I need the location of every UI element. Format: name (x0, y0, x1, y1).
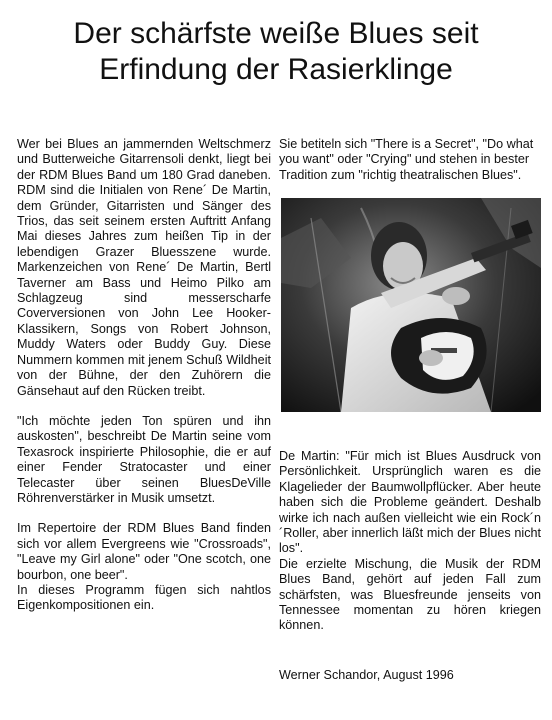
paragraph-song-titles: Sie betiteln sich "There is a Secret", "Do what you want" oder "Crying" und stehen in bester Tradition zum "richtig theatralischen Blues". (279, 137, 534, 182)
headline (0, 16, 552, 88)
right-column-intro (279, 137, 541, 183)
author-signature: Werner Schandor, August 1996 (279, 668, 454, 682)
right-column-body (279, 449, 541, 649)
guitarist-photo (281, 198, 541, 412)
headline-line-2: Erfindung der Rasierklinge (99, 53, 453, 86)
paragraph-conclusion: Die erzielte Mischung, die Musik der RDM Blues Band, gehört auf jeden Fall zum schärfsten, was Bluesfreunde jenseits von Tennessee momentan zu hören kriegen können. (279, 556, 541, 633)
paragraph-quote: "Ich möchte jeden Ton spüren und ihn auskosten", beschreibt De Martin seine vom Texasrock inspirierte Philosophie, die er auf einer Fender Stratocaster und einer Telecaster über seinen BluesDeVille Röhrenverstärker in Musik umsetzt. (17, 413, 271, 505)
left-column (17, 137, 271, 614)
paragraph-intro: Wer bei Blues an jammernden Weltschmerz und Butterweiche Gitarrensoli denkt, liegt bei der RDM Blues Band um 180 Grad daneben. RDM sind die Initialen von Rene´ De Martin, dem Gründer, Gitarristen und Sänger des Trios, das seit seinem ersten Auftritt Anfang Mai dieses Jahres zum heißen Tip in der lebendigen Grazer Bluesszene wurde. Markenzeichen von Rene´ De Martin, Bertl Taverner am Bass und Heimo Pilko am Schlagzeug sind messerscharfe Coverversionen von John Lee Hooker-Klassikern, Songs von Robert Johnson, Muddy Waters oder Buddy Guy. Diese Nummern kommen mit jenem Schuß Wildheit von der Bühne, der den Zuhörern die Gänsehaut auf den Rücken treibt. (17, 137, 271, 398)
paragraph-own-songs: In dieses Programm fügen sich nahtlos Eigenkompositionen ein. (17, 582, 271, 613)
paragraph-repertoire: Im Repertoire der RDM Blues Band finden sich vor allem Evergreens wie "Crossroads", "Leave my Girl alone" oder "One scotch, one bourbon, one beer". (17, 521, 271, 582)
paragraph-de-martin-quote: De Martin: "Für mich ist Blues Ausdruck von Persönlichkeit. Ursprünglich waren es die Klagelieder der Baumwollpflücker. Aber heute haben sich die Probleme geändert. Deshalb wirke ich nach außen vielleicht wie ein Rock´n´Roller, aber innerlich läßt mich der Blues nicht los". (279, 449, 541, 556)
headline-line-1: Der schärfste weiße Blues seit (73, 17, 479, 50)
